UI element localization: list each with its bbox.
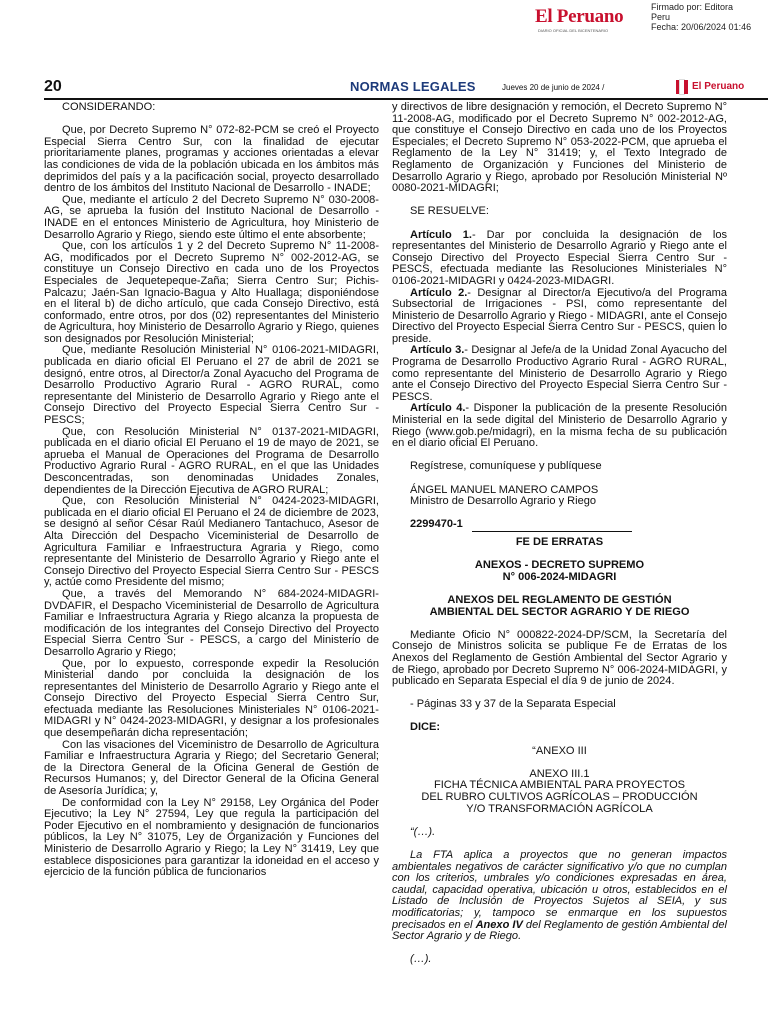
reglamento-title-line: AMBIENTAL DEL SECTOR AGRARIO Y DE RIEGO [429, 605, 690, 618]
right-column [392, 102, 727, 966]
paragraph: De conformidad con la Ley N° 29158, Ley Orgánica del Poder Ejecutivo; la Ley N° 27594, Ley que regula la participación del Poder Ejecutivo en el nombramiento y designación de funcionarios públicos, la Ley N° 31075, Ley de Organización y Funciones del Ministerio de Desarrollo Agrario y Riego; la Ley N° 31419, Ley que establece disposiciones para garantizar la idoneidad en el acceso y ejercicio de la función pública de funcionarios [44, 796, 379, 879]
paragraph: Que, mediante el artículo 2 del Decreto Supremo N° 030-2008-AG, se aprueba la fusión del Instituto Nacional de Desarrollo - INADE en el entonces Ministerio de Agricultura, hoy Ministerio de Desarrollo Agrario y Riego, siendo este último el ente absorbente; [44, 193, 379, 241]
article-label: Artículo 2. [410, 286, 468, 299]
article-3 [392, 345, 727, 403]
header-rule [44, 98, 768, 100]
article-2 [392, 288, 727, 346]
signature-line: Firmado por: Editora [651, 2, 734, 12]
ficha-title-line: FICHA TÉCNICA AMBIENTAL PARA PROYECTOS [433, 779, 686, 792]
paragraph: Que, a través del Memorando N° 684-2024-MIDAGRI-DVDAFIR, el Despacho Viceministerial de Desarrollo de Agricultura Familiar e Infraestructura Agraria y Riego alcanza la propuesta de modificación de los integrantes del Consejo Directivo del Proyecto Especial Sierra Centro Sur - PESCS, a cargo del Ministerio de Desarrollo Agrario y Riego; [44, 587, 379, 658]
top-bar [0, 0, 768, 40]
signature-line: Peru [651, 12, 671, 22]
paragraph: Que, por Decreto Supremo N° 072-82-PCM se creó el Proyecto Especial Sierra Centro Sur, con la finalidad de ejecutar prioritariamente planes, programas y acciones orientadas a elevar las condiciones de vida de la población ubicada en los ámbitos más deprimidos del país y a la pacificación social, proyecto desarrollado dentro de los ámbitos del Instituto Nacional de Desarrollo - INADE; [44, 124, 379, 195]
left-column [44, 102, 379, 879]
fta-text: La FTA aplica a proyectos que no generan impactos ambientales negativos de carácter significativo y/o que no cumplan con los criterios, umbrales y/o condiciones expresadas en área, caudal, capacidad operativa, ubicación u otros, establecidos en el Listado de Inclusión de Proyectos Sujetos al SEIA, y sus modificatorias; y, tampoco se enmarque en los supuestos precisados en el [392, 849, 727, 931]
fta-paragraph [392, 850, 727, 943]
page-header [44, 78, 768, 100]
registrese-line: Regístrese, comuníquese y publíquese [410, 460, 602, 473]
ficha-title-line: DEL RUBRO CULTIVOS AGRÍCOLAS – PRODUCCIÓN [421, 791, 698, 804]
reglamento-title-line: ANEXOS DEL REGLAMENTO DE GESTIÓN [447, 593, 672, 606]
ellipsis-open: “(…). [410, 825, 436, 838]
paragraph: Que, mediante Resolución Ministerial N° 0106-2021-MIDAGRI, publicada en diario oficial El Peruano el 27 de abril de 2021 se designó, entre otros, al Director/a Zonal Ayacucho del Programa de Desarrollo Productivo Agrario Rural - AGRO RURAL, como representante del Ministerio de Desarrollo Agrario y Riego ante el Consejo Directivo del Proyecto Especial Sierra Centro Sur - PESCS; [44, 344, 379, 427]
fta-text: del Reglamento de gestión Ambiental del Sector Agrario y de Riego. [392, 918, 727, 943]
article-label: Artículo 4. [410, 402, 466, 415]
article-label: Artículo 1. [410, 228, 472, 241]
signer-name: ÁNGEL MANUEL MANERO CAMPOS [410, 483, 599, 496]
article-label: Artículo 3. [410, 344, 465, 357]
page-number: 20 [44, 78, 62, 95]
article-text: - Dar por concluida la designación de los representantes del Ministerio de Desarrollo Agrario y Riego ante el Consejo Directivo del Proyecto Especial Sierra Centro Sur - PESCS, efectuada mediante las Resoluciones Ministeriales N° 0106-2021-MIDAGRI y 0424-2023-MIDAGRI. [392, 228, 728, 287]
paragraph: Que, con Resolución Ministerial N° 0137-2021-MIDAGRI, publicada en el diario oficial El Peruano el 19 de mayo de 2021, se aprueba el Manual de Operaciones del Programa de Desarrollo Productivo Agrario Rural - AGRO RURAL, en el que las Unidades Desconcentradas, son denominadas Unidades Zonales, dependientes de la Dirección Ejecutiva de AGRO RURAL; [44, 425, 379, 496]
se-resuelve-heading: SE RESUELVE: [410, 205, 489, 218]
anexo-iii-title: “ANEXO III [532, 744, 587, 757]
fta-anexo-iv: Anexo IV [475, 918, 523, 931]
dice-heading: DICE: [410, 721, 441, 734]
article-text: - Designar al Director/a Ejecutivo/a del Programa Subsectorial de Irrigaciones - PSI, como representante del Ministerio de Desarrollo Agrario y Riego - MIDAGRI, ante el Consejo Directivo del Proyecto Especial Sierra Centro Sur - PESCS, quien lo preside. [392, 286, 727, 345]
header-brand: El Peruano [692, 81, 745, 92]
paragraph: Que, con Resolución Ministerial N° 0424-2023-MIDAGRI, publicada en el diario oficial El Peruano el 24 de diciembre de 2023, se designó al señor César Raúl Medianero Tantachuco, Asesor de Alta Dirección del Despacho Viceministerial de Desarrollo de Agricultura Familiar e Infraestructura Agraria y Riego, como representante del Ministerio de Desarrollo Agrario y Riego ante el Consejo Directivo del Proyecto Especial Sierra Centro Sur - PESCS y, actúe como Presidente del mismo; [44, 495, 379, 589]
anexo-iii-1-title: ANEXO III.1 [529, 767, 590, 780]
paragraph: Mediante Oficio N° 000822-2024-DP/SCM, la Secretaría del Consejo de Ministros solicita se publique Fe de Erratas de los Anexos del Reglamento de Gestión Ambiental del Sector Agrario y de Riego, aprobado por Decreto Supremo N° 006-2024-MIDAGRI, y publicado en Separata Especial el día 9 de junio de 2024. [392, 628, 727, 688]
anexos-title-line: ANEXOS - DECRETO SUPREMO [474, 559, 645, 572]
paragraph: Que, por lo expuesto, corresponde expedir la Resolución Ministerial dando por concluida la designación de los representantes del Ministerio de Desarrollo Agrario y Riego ante el Consejo Directivo del Proyecto Especial Sierra Centro Sur, efectuada mediante las Resoluciones Ministeriales N° 0106-2021-MIDAGRI y N° 0424-2023-MIDAGRI, y designar a los profesionales que desempeñarán dicha representación; [44, 657, 379, 740]
fe-de-erratas-title: FE DE ERRATAS [515, 535, 604, 548]
paginas-line: - Páginas 33 y 37 de la Separata Especial [410, 698, 616, 711]
considerando-heading: CONSIDERANDO: [62, 101, 156, 113]
article-4 [392, 403, 727, 449]
article-text: - Disponer la publicación de la presente Resolución Ministerial en la sede digital del Ministerio de Desarrollo Agrario y Riego (www.gob.pe/midagri), en la misma fecha de su publicación en el diario oficial El Peruano. [392, 402, 727, 450]
ficha-title-line: Y/O TRANSFORMACIÓN AGRÍCOLA [466, 802, 653, 815]
paragraph: y directivos de libre designación y remoción, el Decreto Supremo N° 11-2008-AG, modificado por el Decreto Supremo N° 002-2012-AG, que constituye el Consejo Directivo en cada uno de los Proyectos Especiales; el Decreto Supremo N° 053-2022-PCM, que aprueba el Reglamento de la Ley N° 31419; y, el Texto Integrado de Reglamento de Organización y Funciones del Ministerio de Desarrollo Agrario y Riego, aprobado por Resolución Ministerial Nº 0080-2021-MIDAGRI; [392, 101, 727, 195]
ellipsis-close: (…). [410, 953, 432, 966]
el-peruano-logo: El Peruano [535, 6, 624, 27]
signature-line: Fecha: 20/06/2024 01:46 [651, 22, 752, 32]
article-1 [392, 230, 727, 288]
paragraph: Con las visaciones del Viceministro de Desarrollo de Agricultura Familiar e Infraestructura Agraria y Riego; del Secretario General; de la Directora General de la Oficina General de Gestión de Recursos Humanos; y, del Director General de la Oficina General de Asesoría Jurídica; y, [44, 738, 379, 798]
digital-signature [651, 2, 766, 32]
signer-role: Ministro de Desarrollo Agrario y Riego [410, 495, 597, 508]
document-code: 2299470-1 [410, 518, 463, 531]
header-date: Jueves 20 de junio de 2024 / [502, 83, 605, 92]
anexos-title-line: N° 006-2024-MIDAGRI [502, 570, 617, 583]
article-text: - Designar al Jefe/a de la Unidad Zonal Ayacucho del Programa de Desarrollo Productivo Agrario Rural - AGRO RURAL, como representante del Ministerio de Desarrollo Agrario y Riego ante el Consejo Directivo del Proyecto Especial Sierra Centro Sur - PESCS. [392, 344, 727, 403]
section-title: NORMAS LEGALES [350, 79, 476, 94]
paragraph: Que, con los artículos 1 y 2 del Decreto Supremo N° 11-2008-AG, modificados por el Decreto Supremo N° 002-2012-AG, se constituye un Consejo Directivo en cada uno de los Proyectos Especiales de Jequetepeque-Zaña; Sierra Centro Sur; Pichis-Palcazu; Jaén-San Ignacio-Bagua y Alto Huallaga; disponiéndose en el literal b) de dicho artículo, que cada Consejo Directivo, está conformado, entre otros, por dos (02) representantes del Ministerio de Agricultura, hoy Ministerio de Desarrollo Agrario y Riego, quienes son designados por Resolución Ministerial; [44, 240, 379, 345]
logo-subtitle: DIARIO OFICIAL DEL BICENTENARIO [538, 28, 609, 33]
peru-flag-icon [676, 80, 688, 94]
